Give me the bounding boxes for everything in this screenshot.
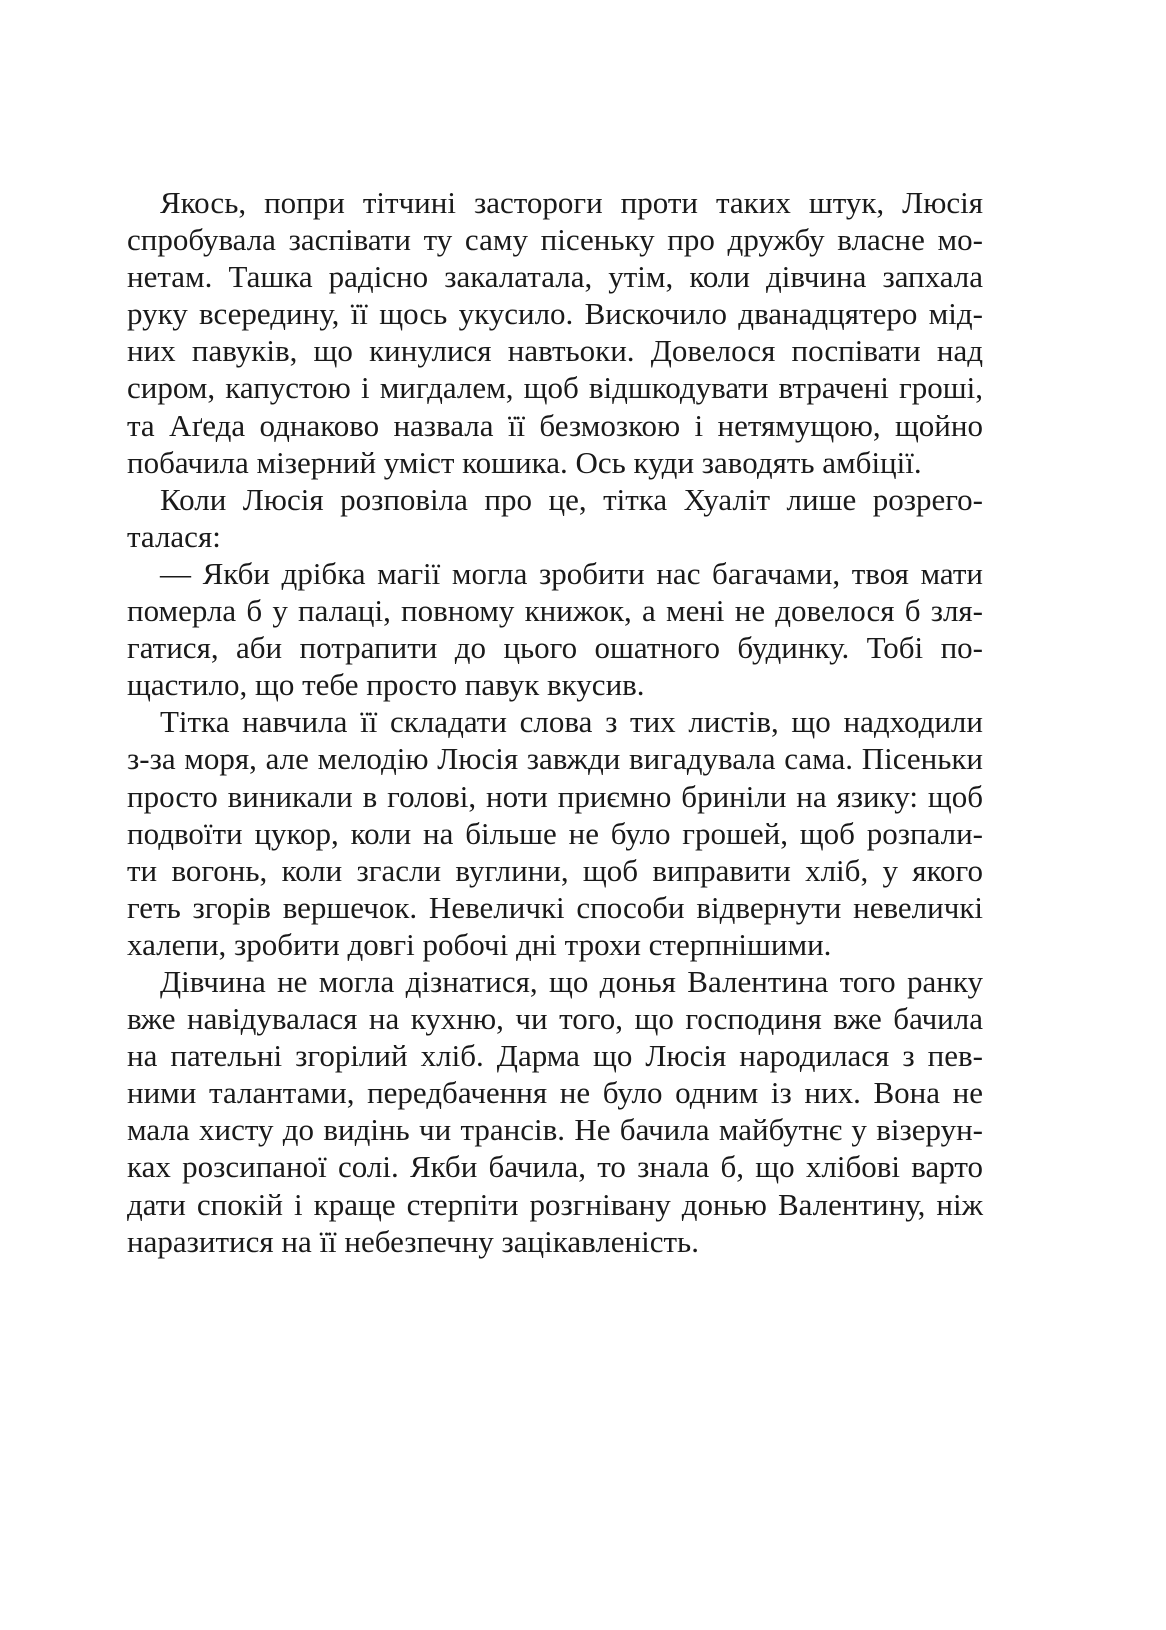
text-line: Коли Люсія розповіла про це, тітка Хуаліт лише розрего-	[160, 481, 983, 517]
text-line: халепи, зробити довгі робочі дні трохи стерпнішими.	[127, 926, 832, 962]
text-line: щастило, що тебе просто павук вкусив.	[127, 667, 645, 703]
text-line: спробувала заспівати ту саму пісеньку про дружбу власне мо-	[127, 222, 983, 258]
text-line: ти вогонь, коли згасли вуглини, щоб виправити хліб, у якого	[127, 852, 983, 888]
paragraph	[127, 184, 983, 481]
text-line: — Якби дрібка магії могла зробити нас багачами, твоя мати	[160, 555, 983, 591]
text-line: сиром, капустою і мигдалем, щоб відшкодувати втрачені гроші,	[127, 370, 983, 406]
text-line: вже навідувалася на кухню, чи того, що господиня вже бачила	[127, 1001, 983, 1037]
text-line: на пательні згорілий хліб. Дарма що Люсія народилася з пев-	[127, 1038, 983, 1074]
paragraph	[127, 703, 983, 963]
text-line: Тітка навчила її складати слова з тих листів, що надходили	[160, 704, 983, 740]
text-line: нетам. Ташка радісно закалатала, утім, коли дівчина запхала	[127, 259, 983, 295]
text-line: просто виникали в голові, ноти приємно бриніли на язику: щоб	[127, 778, 983, 814]
text-line: наразитися на її небезпечну зацікавленість.	[127, 1223, 699, 1259]
paragraph	[127, 555, 983, 703]
paragraph	[127, 481, 983, 555]
text-line: подвоїти цукор, коли на більше не було грошей, щоб розпали-	[127, 815, 983, 851]
text-line: Якось, попри тітчині застороги проти таких штук, Люсія	[160, 185, 983, 220]
text-line: дати спокій і краще стерпіти розгнівану донью Валентину, ніж	[127, 1186, 983, 1222]
text-line: мала хисту до видінь чи трансів. Не бачила майбутнє у візерун-	[127, 1112, 983, 1148]
text-line: талася:	[127, 518, 221, 554]
text-line: ними талантами, передбачення не було одним із них. Вона не	[127, 1075, 983, 1111]
text-line: них павуків, що кинулися навтьоки. Довелося поспівати над	[127, 333, 983, 369]
paragraph	[127, 963, 983, 1260]
text-line: гатися, аби потрапити до цього ошатного будинку. Тобі по-	[127, 630, 983, 666]
text-line: померла б у палаці, повному книжок, а мені не довелося б зля-	[127, 593, 983, 629]
text-line: ках розсипаної солі. Якби бачила, то знала б, що хлібові варто	[127, 1149, 983, 1185]
text-line: з-за моря, але мелодію Люсія завжди вигадувала сама. Пісеньки	[127, 741, 983, 777]
text-line: геть згорів вершечок. Невеличкі способи відвернути невеличкі	[127, 889, 983, 925]
text-block	[127, 184, 983, 1260]
text-line: побачила мізерний уміст кошика. Ось куди заводять амбіції.	[127, 444, 922, 480]
text-line: Дівчина не могла дізнатися, що донья Валентина того ранку	[160, 963, 983, 999]
text-line: руку всередину, її щось укусило. Вискочило дванадцятеро мід-	[127, 296, 983, 332]
text-line: та Аґеда однаково назвала її безмозкою і нетямущою, щойно	[127, 407, 983, 443]
